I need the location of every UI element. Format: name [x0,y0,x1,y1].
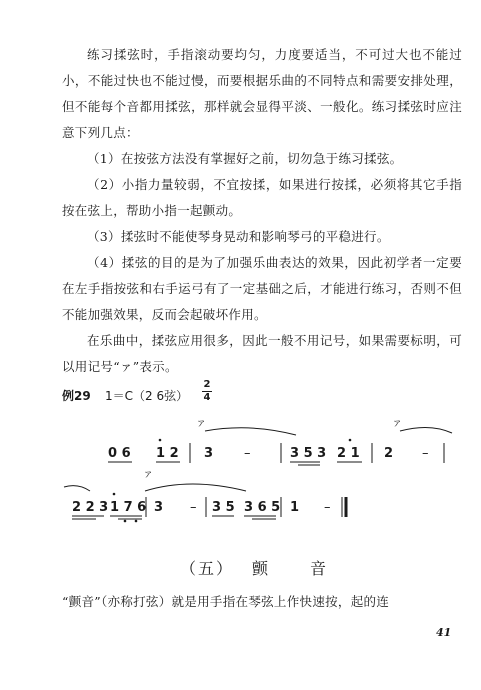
note-group: 1 7 6 [110,500,147,515]
dash: – [190,500,197,515]
paragraph-vibrato-symbol: 在乐曲中，揉弦应用很多，因此一般不用记号，如果需要标明，可以用记号“ァ”表示。 [62,333,462,374]
note: 3 [204,446,214,461]
slur [400,427,452,433]
time-signature-top: 2 [203,379,211,390]
paragraph-vibrato-practice: 练习揉弦时，手指滚动要均匀，力度要适当，不可过大也不能过小，不能过快也不能过慢，而要根据乐曲的不同特点和需要安排处理，但不能每个音都用揉弦，那样就会显得平淡、一般化。练习揉弦时应注意下列几点： [62,47,462,140]
score-line-2 [64,469,346,522]
section-title-char-1: 颤 [252,559,271,578]
note-group: 2 1 [337,446,360,461]
example-key-signature: 1＝C（2 6弦） [105,389,189,403]
paragraph-point-1: （1）在按弦方法没有掌握好之前，切勿急于练习揉弦。 [87,151,403,166]
note-group: 2 2 3 [72,500,109,515]
score-line-1 [108,418,452,465]
vibrato-mark: ァ [196,418,206,429]
time-signature [202,380,212,403]
dash: – [422,446,429,461]
paragraph-point-4: （4）揉弦的目的是为了加强乐曲表达的效果，因此初学者一定要在左手指按弦和右手运弓有了一定基础之后，才能进行练习，否则不但不能加强效果，反而会起破坏作用。 [62,255,462,322]
note-group: 3 5 [212,500,235,515]
paragraph-trill-intro: “颤音”（亦称打弦）就是用手指在琴弦上作快速按，起的连 [62,594,390,609]
paragraph-point-3: （3）揉弦时不能使琴身晃动和影响琴弓的平稳进行。 [87,229,390,244]
note: 1 [290,500,300,515]
note: 3 [154,500,164,515]
vibrato-mark: ァ [143,469,153,480]
dash: – [324,500,331,515]
note-group: 0 6 [108,446,131,461]
paragraph-point-2: （2）小指力量较弱，不宜按揉，如果进行按揉，必须将其它手指按在弦上，帮助小指一起颤动。 [62,177,462,218]
jianpu-score [0,405,481,525]
slur [145,484,246,491]
note-group: 1 2 [156,446,179,461]
page-number: 41 [436,626,452,639]
slur [205,428,296,435]
example-label: 例29 [62,389,91,403]
note-group: 3 6 5 [244,500,281,515]
section-number: （五） [180,559,235,578]
vibrato-mark: ァ [392,418,402,429]
section-title-char-2: 音 [310,559,329,578]
time-signature-bottom: 4 [203,392,211,403]
dash: – [244,446,251,461]
note-group: 3 5 3 [290,446,327,461]
tie [64,486,90,491]
section-heading [180,556,328,579]
note: 2 [384,446,394,461]
